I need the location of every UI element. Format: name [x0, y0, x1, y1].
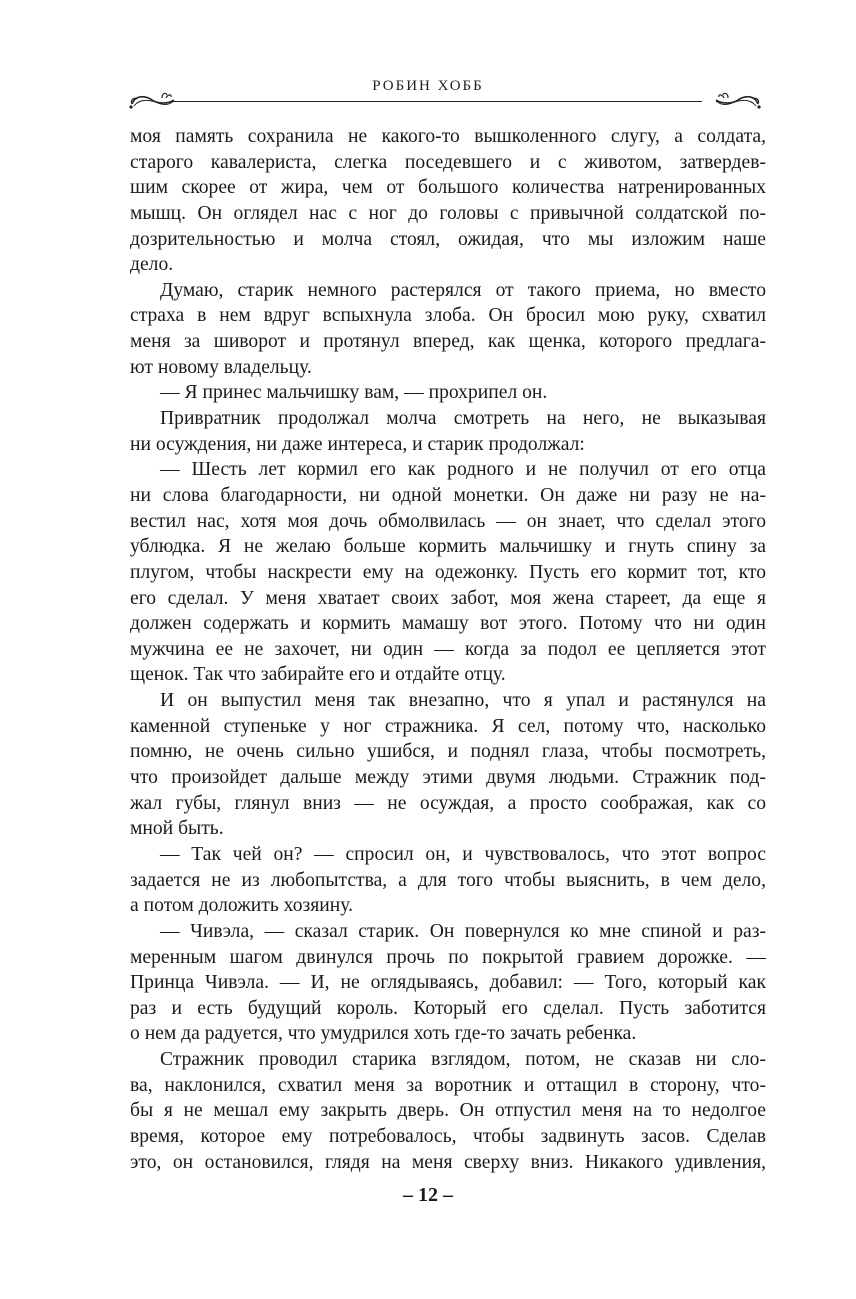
text-line: каменной ступеньке у ног стражника. Я сел, потому что, насколько	[130, 715, 766, 737]
text-line: — Так чей он? — спросил он, и чувствовалось, что этот вопрос	[160, 843, 766, 865]
body-text	[130, 124, 766, 1175]
text-line: меня за шиворот и протянул вперед, как щенка, которого предлага-	[130, 331, 766, 353]
text-line: ва, наклонился, схватил меня за воротник и оттащил в сторону, что-	[130, 1074, 766, 1096]
text-line: время, которое ему потребовалось, чтобы задвинуть засов. Сделав	[130, 1125, 766, 1147]
text-line: Думаю, старик немного растерялся от такого приема, но вместо	[160, 279, 766, 301]
text-line: моя память сохранила не какого-то вышколенного слугу, а солдата,	[130, 126, 766, 147]
text-line: дозрительностью и молча стоял, ожидая, что мы изложим наше	[130, 228, 766, 250]
text-line: жал губы, глянул вниз — не осуждая, а просто соображая, как со	[130, 792, 766, 814]
text-line: — Шесть лет кормил его как родного и не получил от его отца	[160, 459, 766, 481]
text-line: щенок. Так что забирайте его и отдайте отцу.	[130, 664, 506, 686]
text-line: мышц. Он оглядел нас с ног до головы с привычной солдатской по-	[130, 202, 766, 224]
text-line: раз и есть будущий король. Который его сделал. Пусть заботится	[130, 997, 766, 1019]
text-line: мужчина ее не захочет, ни один — когда за подол ее цепляется этот	[130, 638, 766, 660]
text-line: ублюдка. Я не желаю больше кормить мальчишку и гнуть спину за	[130, 536, 766, 558]
header-rule	[172, 101, 702, 102]
text-line: — Я принес мальчишку вам, — прохрипел он.	[160, 382, 548, 404]
running-head-author: РОБИН ХОББ	[372, 78, 484, 94]
text-line: мной быть.	[130, 818, 224, 840]
text-line: страха в нем вдруг вспыхнула злоба. Он бросил мою руку, схватил	[130, 305, 766, 327]
text-line: а потом доложить хозяину.	[130, 895, 353, 917]
text-line: меренным шагом двинулся прочь по покрытой гравием дорожке. —	[130, 946, 766, 968]
text-line: Привратник продолжал молча смотреть на него, не выказывая	[160, 408, 766, 430]
text-line: ни слова благодарности, ни одной монетки. Он даже ни разу не на-	[130, 484, 766, 506]
text-line: плугом, чтобы наскрести ему на одежонку. Пусть его кормит тот, кто	[130, 561, 766, 583]
text-line: Принца Чивэла. — И, не оглядываясь, добавил: — Того, который как	[130, 972, 766, 994]
text-line: должен содержать и кормить мамашу вот этого. Потому что ни один	[130, 613, 766, 635]
text-line: его сделал. У меня хватает своих забот, моя жена стареет, да еще я	[130, 587, 766, 609]
flourish-ornament-right-icon	[712, 88, 762, 112]
text-line: старого кавалериста, слегка поседевшего и с животом, затвердев-	[130, 151, 766, 173]
text-line: это, он остановился, глядя на меня сверху вниз. Никакого удивления,	[130, 1151, 766, 1173]
text-line: что произойдет дальше между этими двумя людьми. Стражник под-	[130, 767, 766, 789]
text-line: бы я не мешал ему закрыть дверь. Он отпустил меня на то недолгое	[130, 1100, 766, 1122]
flourish-ornament-left-icon	[128, 88, 178, 112]
text-line: — Чивэла, — сказал старик. Он повернулся ко мне спиной и раз-	[160, 920, 766, 942]
page-number: – 12 –	[403, 1184, 453, 1206]
text-line: Стражник проводил старика взглядом, потом, не сказав ни сло-	[160, 1049, 766, 1071]
text-line: ют новому владельцу.	[130, 356, 312, 378]
text-line: дело.	[130, 254, 174, 276]
text-line: вестил нас, хотя моя дочь обмолвилась — он знает, что сделал этого	[130, 510, 766, 532]
text-line: помню, не очень сильно ушибся, и поднял глаза, чтобы посмотреть,	[130, 741, 766, 763]
text-line: ни осуждения, ни даже интереса, и старик продолжал:	[130, 433, 585, 455]
text-line: шим скорее от жира, чем от большого количества натренированных	[130, 177, 766, 199]
text-line: И он выпустил меня так внезапно, что я упал и растянулся на	[160, 690, 766, 712]
text-line: о нем да радуется, что умудрился хоть где-то зачать ребенка.	[130, 1023, 637, 1045]
text-line: задается не из любопытства, а для того чтобы выяснить, в чем дело,	[130, 869, 766, 891]
